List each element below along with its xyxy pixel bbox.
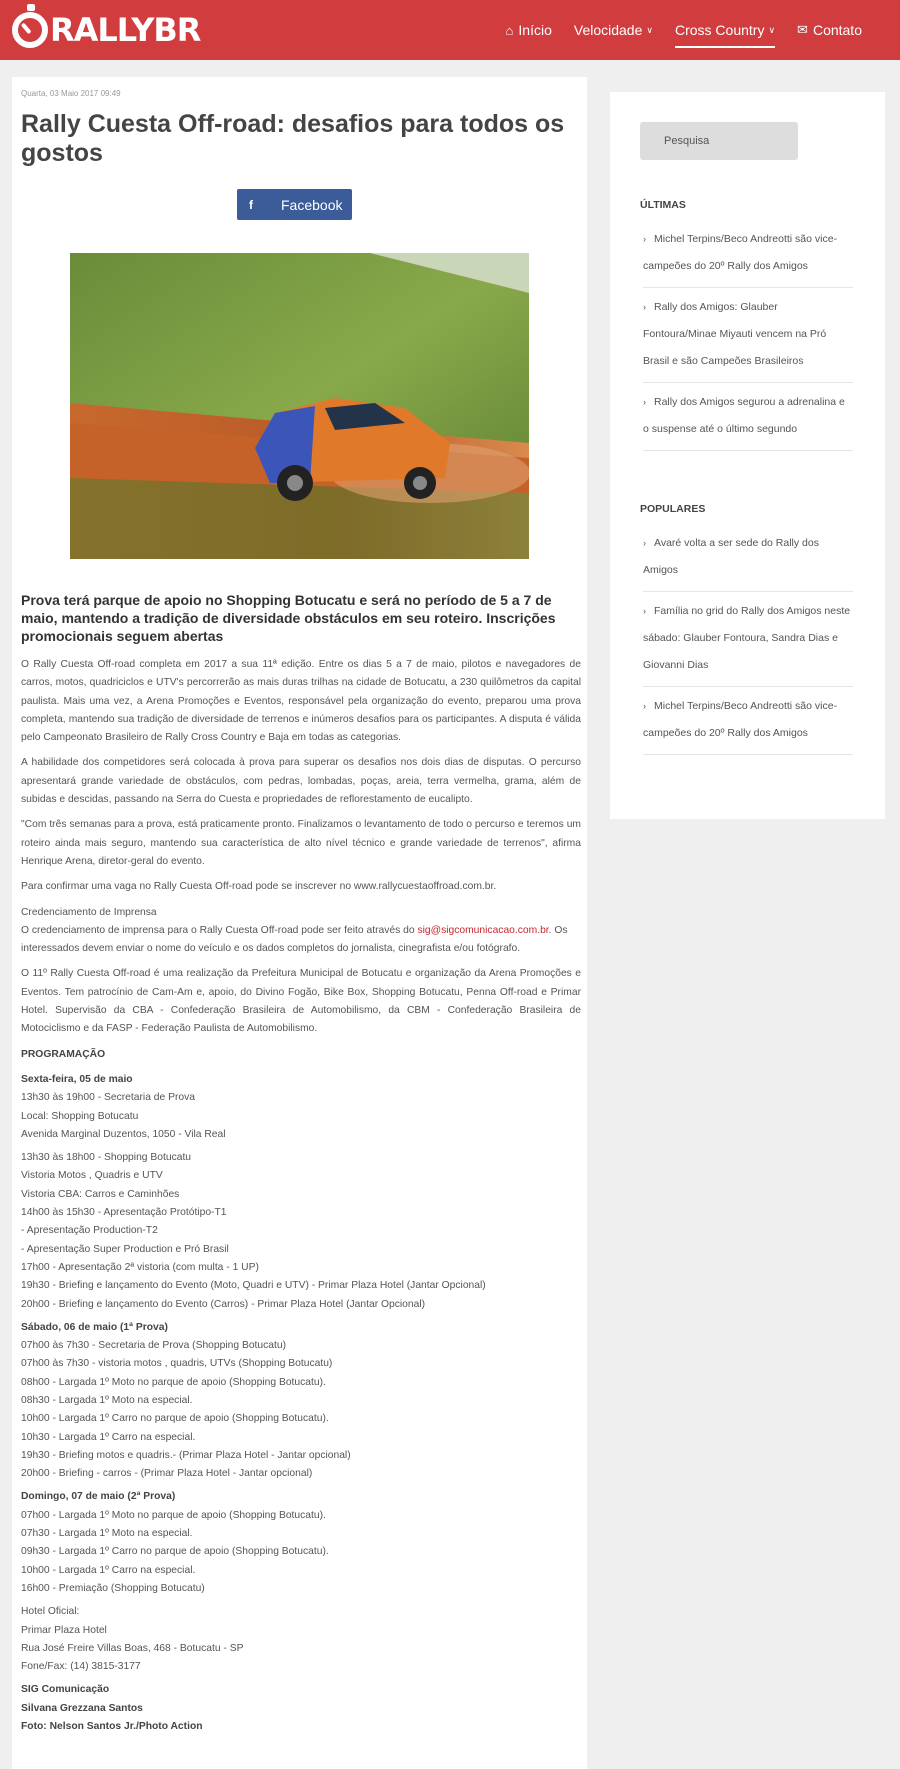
logo-text: RALLYBR	[50, 11, 201, 49]
day-title: Domingo, 07 de maio (2ª Prova)	[21, 1491, 176, 1503]
schedule-line: - Apresentação Super Production e Pró Brasil	[21, 1243, 229, 1255]
nav-label: Contato	[812, 22, 862, 38]
schedule-line: 13h30 às 19h00 - Secretaria de Prova	[21, 1092, 196, 1104]
schedule-line: 19h30 - Briefing e lançamento do Evento (Moto, Quadri e UTV) - Primar Plaza Hotel (Jantar Opcional)	[21, 1280, 486, 1292]
list-item[interactable]	[643, 288, 853, 383]
chevron-down-icon: ∨	[768, 24, 776, 35]
schedule-line: 13h30 às 18h00 - Shopping Botucatu	[21, 1152, 192, 1164]
credit-line: SIG Comunicação	[21, 1684, 110, 1696]
envelope-icon: ✉	[797, 22, 808, 37]
article-body	[21, 656, 581, 1741]
schedule-line: 10h00 - Largada 1º Carro no parque de apoio (Shopping Botucatu).	[21, 1413, 329, 1425]
schedule-line: Vistoria CBA: Carros e Caminhões	[21, 1188, 180, 1200]
article-card	[12, 77, 587, 1769]
list-item-label: Michel Terpins/Beco Andreotti são vice-campeões do 20º Rally dos Amigos	[643, 700, 838, 739]
list-item[interactable]	[643, 687, 853, 755]
credits	[21, 1681, 581, 1736]
list-item-label: Michel Terpins/Beco Andreotti são vice-campeões do 20º Rally dos Amigos	[643, 233, 838, 272]
popular-heading: POPULARES	[640, 503, 706, 515]
nav-item-velocidade[interactable]	[574, 0, 653, 60]
schedule-line: 16h00 - Premiação (Shopping Botucatu)	[21, 1582, 205, 1594]
article-title: Rally Cuesta Off-road: desafios para todos os gostos	[21, 110, 565, 167]
schedule-line: Avenida Marginal Duzentos, 1050 - Vila Real	[21, 1128, 226, 1140]
schedule-line: 10h00 - Largada 1º Carro na especial.	[21, 1564, 196, 1576]
chevron-down-icon: ∨	[646, 24, 653, 35]
schedule-line: 07h00 - Largada 1º Moto no parque de apoio (Shopping Botucatu).	[21, 1509, 326, 1521]
facebook-icon: f	[249, 197, 253, 212]
list-item[interactable]	[643, 220, 853, 288]
schedule-line: 09h30 - Largada 1º Carro no parque de apoio (Shopping Botucatu).	[21, 1546, 329, 1558]
schedule-line: 10h30 - Largada 1º Carro na especial.	[21, 1431, 196, 1443]
list-item-label: Rally dos Amigos: Glauber Fontoura/Minae Miyauti vencem na Pró Brasil e são Campeões Brasileiros	[643, 301, 827, 367]
hotel-line: Primar Plaza Hotel	[21, 1624, 107, 1636]
press-text: . Os interessados devem enviar o nome do veículo e os dados completos do jornalista, cinegrafista e/ou fotógrafo.	[21, 924, 568, 955]
credit-line: Foto: Nelson Santos Jr./Photo Action	[21, 1721, 203, 1733]
day-title: Sábado, 06 de maio (1ª Prova)	[21, 1321, 168, 1333]
latest-heading: ÚLTIMAS	[640, 199, 686, 211]
schedule-line: - Apresentação Production-T2	[21, 1225, 158, 1237]
article-date: Quarta, 03 Maio 2017 09:49	[21, 89, 121, 98]
nav-item-contato[interactable]	[797, 0, 862, 60]
site-header	[0, 0, 900, 60]
press-text: O credenciamento de imprensa para o Rally Cuesta Off-road pode ser feito através do	[21, 924, 418, 936]
list-item[interactable]	[643, 592, 853, 687]
schedule-day-1	[21, 1071, 581, 1144]
chevron-right-icon: ›	[643, 538, 646, 548]
credit-line: Silvana Grezzana Santos	[21, 1702, 143, 1714]
nav-label: Velocidade	[573, 22, 643, 38]
chevron-right-icon: ›	[643, 234, 646, 244]
schedule-line: 07h30 - Largada 1º Moto na especial.	[21, 1528, 193, 1540]
hotel-line: Rua José Freire Villas Boas, 468 - Botucatu - SP	[21, 1642, 244, 1654]
day-title: Sexta-feira, 05 de maio	[21, 1073, 133, 1085]
schedule-line: 08h30 - Largada 1º Moto na especial.	[21, 1394, 193, 1406]
rally-car-photo	[70, 253, 529, 559]
stopwatch-icon	[12, 12, 48, 48]
schedule-day-2	[21, 1319, 581, 1484]
hotel-line: Fone/Fax: (14) 3815-3177	[21, 1661, 141, 1673]
hotel-line: Hotel Oficial:	[21, 1606, 80, 1618]
nav-item-cross-country[interactable]	[675, 0, 775, 60]
press-email-link[interactable]: sig@sigcomunicacao.com.br	[417, 924, 549, 936]
paragraph: "Com três semanas para a prova, está praticamente pronto. Finalizamos o levantamento de todo o percurso e teremos um roteiro ainda mais seguro, mantendo sua característica de alto nível técnico e grande variedade de terrenos", afirma Henrique Arena, diretor-geral do evento.	[21, 819, 581, 867]
list-item[interactable]	[643, 383, 853, 451]
paragraph: A habilidade dos competidores será colocada à prova para superar os desafios nos dois dias de disputas. O percurso apresentará grande variedade de obstáculos, com pedras, lombadas, poças, areia, terra vermelha, grama, além de subidas e descidas, passando na Serra do Cuesta e propriedades de reflorestamento de eucalipto.	[21, 757, 581, 806]
chevron-right-icon: ›	[643, 302, 646, 312]
schedule-line: 20h00 - Briefing - carros - (Primar Plaza Hotel - Jantar opcional)	[21, 1468, 313, 1480]
press-paragraph	[21, 904, 581, 959]
article-photo	[70, 253, 529, 559]
share-label: Facebook	[281, 196, 343, 213]
nav-item-inicio[interactable]	[506, 0, 552, 60]
main-nav	[484, 0, 862, 60]
home-icon: ⌂	[505, 22, 514, 38]
list-item-label: Avaré volta a ser sede do Rally dos Amigos	[643, 537, 819, 576]
schedule-line: Local: Shopping Botucatu	[21, 1110, 139, 1122]
chevron-right-icon: ›	[643, 397, 646, 407]
chevron-right-icon: ›	[643, 606, 646, 616]
popular-list	[643, 524, 853, 755]
search-input[interactable]	[640, 122, 798, 160]
chevron-right-icon: ›	[643, 701, 646, 711]
article-lead: Prova terá parque de apoio no Shopping Botucatu e será no período de 5 a 7 de maio, mantendo a tradição de diversidade obstáculos em seu roteiro. Inscrições promocionais seguem abertas	[21, 592, 556, 644]
schedule-line: 19h30 - Briefing motos e quadris.- (Primar Plaza Hotel - Jantar opcional)	[21, 1449, 351, 1461]
list-item-label: Família no grid do Rally dos Amigos neste sábado: Glauber Fontoura, Sandra Dias e Giovanni Dias	[643, 605, 851, 671]
site-logo[interactable]	[12, 8, 200, 52]
schedule-heading: PROGRAMAÇÃO	[21, 1048, 106, 1060]
paragraph: O 11º Rally Cuesta Off-road é uma realização da Prefeitura Municipal de Botucatu e organização da Arena Promoções e Eventos. Tem patrocínio de Cam-Am e, apoio, do Divino Fogão, Bike Box, Shopping Botucatu, Penna Off-road e Primar Hotel. Supervisão da CBA - Confederação Brasileira de Automobilismo, da CBM - Confederação Brasileira de Motociclismo e da FASP - Federação Paulista de Automobilismo.	[21, 968, 581, 1035]
facebook-share-button[interactable]	[237, 189, 352, 220]
list-item[interactable]	[643, 524, 853, 592]
sidebar	[610, 92, 885, 819]
list-item-label: Rally dos Amigos segurou a adrenalina e o suspense até o último segundo	[643, 396, 845, 435]
paragraph: O Rally Cuesta Off-road completa em 2017 a sua 11ª edição. Entre os dias 5 a 7 de maio, pilotos e navegadores de carros, motos, quadriciclos e UTV's percorrerão as mais duras trilhas na cidade de Botucatu, a 230 quilômetros da capital paulista. Mais uma vez, a Arena Promoções e Eventos, responsável pela organização do evento, preparou uma prova completa, mantendo sua tradição de diversidade de terrenos e inúmeros desafios para os participantes. A disputa é válida pelo Campeonato Brasileiro de Rally Cross Country e Baja em todas as categorias.	[21, 659, 581, 744]
schedule-line: 07h00 às 7h30 - vistoria motos , quadris, UTVs (Shopping Botucatu)	[21, 1358, 333, 1370]
schedule-line: 07h00 às 7h30 - Secretaria de Prova (Shopping Botucatu)	[21, 1340, 287, 1352]
hotel-info	[21, 1603, 581, 1676]
schedule-line: 17h00 - Apresentação 2ª vistoria (com multa - 1 UP)	[21, 1261, 259, 1273]
press-title: Credenciamento de Imprensa	[21, 906, 157, 918]
schedule-line: Vistoria Motos , Quadris e UTV	[21, 1170, 163, 1182]
schedule-day-1-events	[21, 1149, 581, 1314]
schedule-day-3	[21, 1488, 581, 1598]
nav-label: Início	[518, 22, 552, 38]
latest-list	[643, 220, 853, 451]
schedule-line: 08h00 - Largada 1º Moto no parque de apoio (Shopping Botucatu).	[21, 1376, 326, 1388]
paragraph: Para confirmar uma vaga no Rally Cuesta Off-road pode se inscrever no www.rallycuestaoffroad.com.br.	[21, 881, 497, 893]
schedule-line: 20h00 - Briefing e lançamento do Evento (Carros) - Primar Plaza Hotel (Jantar Opcional)	[21, 1298, 426, 1310]
schedule-line: 14h00 às 15h30 - Apresentação Protótipo-T1	[21, 1207, 227, 1219]
nav-label: Cross Country	[674, 22, 765, 38]
